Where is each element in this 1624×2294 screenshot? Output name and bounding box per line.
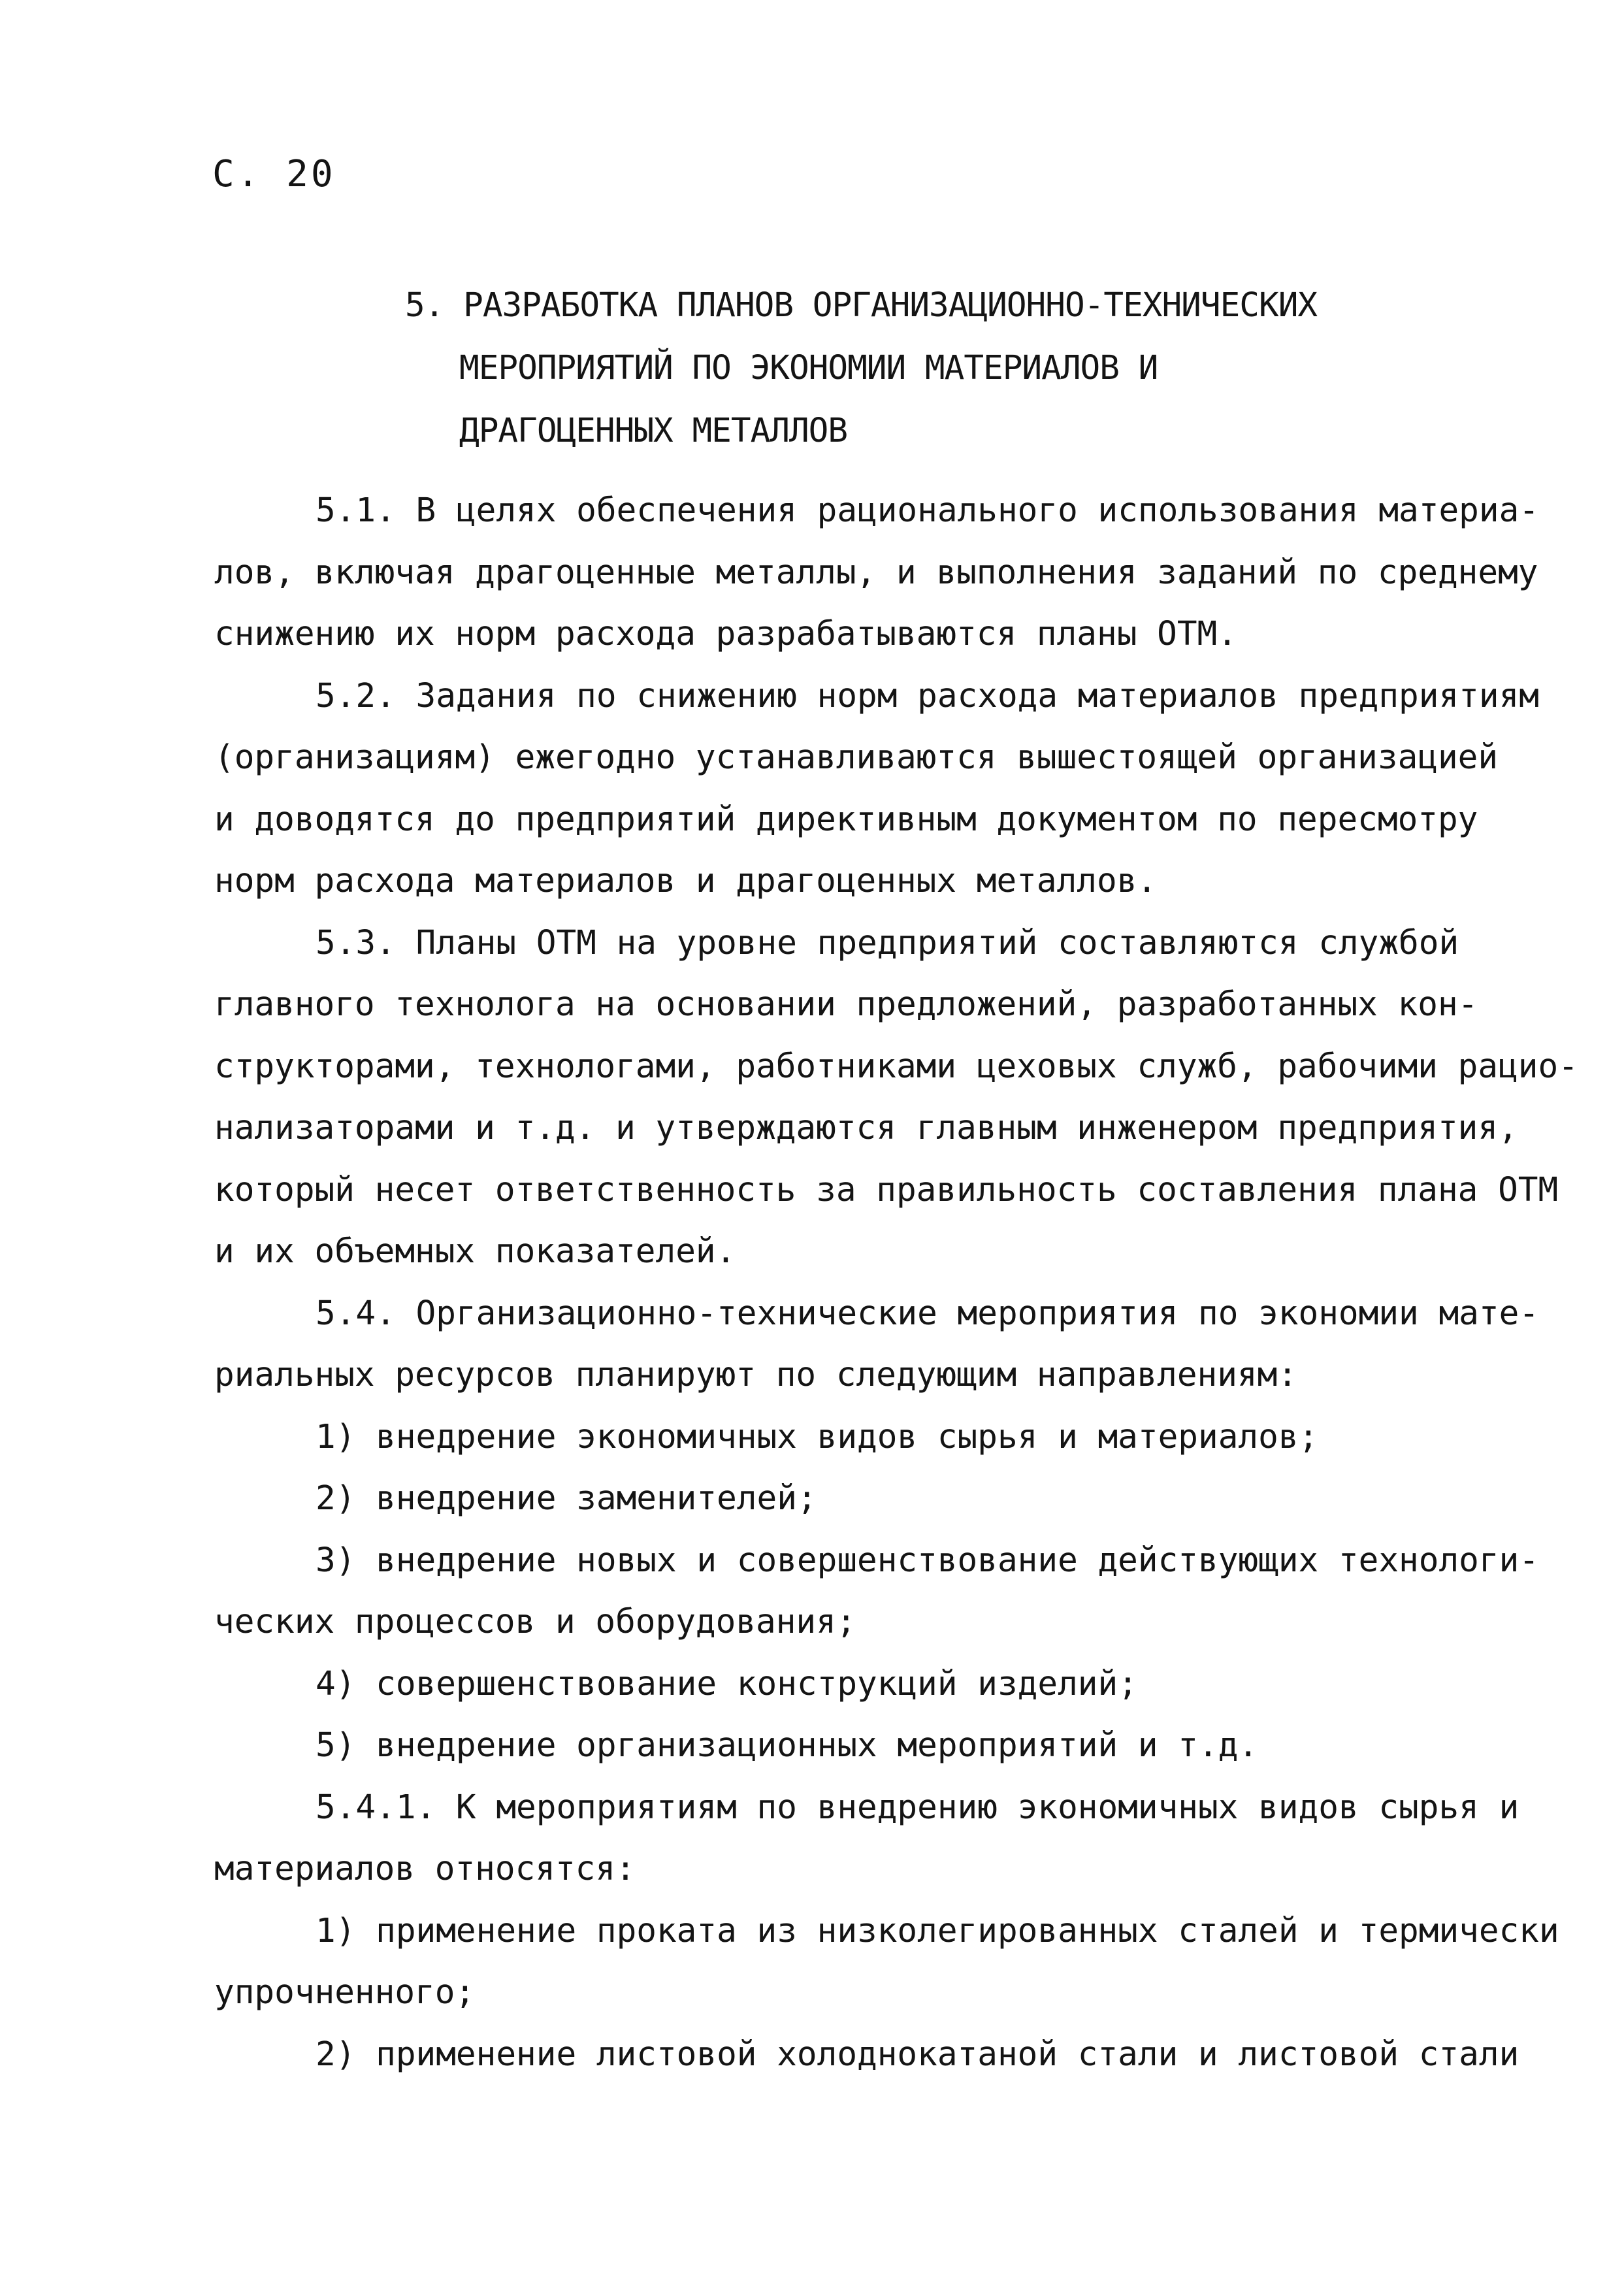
- paragraph-5-4-1-line: материалов относятся:: [214, 1850, 636, 1888]
- list-item: 5) внедрение организационных мероприятий и т.д.: [316, 1726, 1259, 1765]
- section-heading: [405, 274, 1516, 463]
- list-item: 2) применение листовой холоднокатаной стали и листовой стали: [316, 2035, 1519, 2074]
- paragraph-5-3-line: и их объемных показателей.: [214, 1232, 736, 1271]
- paragraph-5-2-line: 5.2. Задания по снижению норм расхода материалов предприятиям: [316, 676, 1539, 715]
- list-item: 1) применение проката из низколегированных сталей и термически: [316, 1911, 1559, 1950]
- page-number: С. 20: [212, 153, 336, 195]
- paragraph-5-2-line: (организациям) ежегодно устанавливаются вышестоящей организацией: [214, 738, 1499, 777]
- paragraph-5-4-1-line: 5.4.1. К мероприятиям по внедрению экономичных видов сырья и: [316, 1788, 1519, 1827]
- paragraph-5-1-line: 5.1. В целях обеспечения рационального использования материа-: [316, 491, 1539, 530]
- paragraph-5-2-line: норм расхода материалов и драгоценных металлов.: [214, 862, 1158, 900]
- list-item-continuation: ческих процессов и оборудования;: [214, 1603, 856, 1641]
- paragraph-5-3-line: структорами, технологами, работниками цеховых служб, рабочими рацио-: [214, 1047, 1578, 1086]
- heading-line: ДРАГОЦЕННЫХ МЕТАЛЛОВ: [459, 412, 848, 450]
- paragraph-5-4-line: риальных ресурсов планируют по следующим направлениям:: [214, 1356, 1298, 1394]
- paragraph-5-1-line: снижению их норм расхода разрабатываются планы ОТМ.: [214, 615, 1237, 653]
- list-item: 2) внедрение заменителей;: [316, 1479, 817, 1518]
- list-item: 4) совершенствование конструкций изделий;: [316, 1664, 1138, 1703]
- paragraph-5-4-line: 5.4. Организационно-технические мероприятия по экономии мате-: [316, 1294, 1539, 1333]
- document-body: [214, 480, 1578, 2086]
- paragraph-5-3-line: 5.3. Планы ОТМ на уровне предприятий составляются службой: [316, 923, 1459, 962]
- list-item: 3) внедрение новых и совершенствование действующих технологи-: [316, 1541, 1539, 1580]
- heading-line: 5. РАЗРАБОТКА ПЛАНОВ ОРГАНИЗАЦИОННО-ТЕХНИЧЕСКИХ: [405, 286, 1318, 325]
- paragraph-5-3-line: нализаторами и т.д. и утверждаются главным инженером предприятия,: [214, 1109, 1518, 1147]
- paragraph-5-2-line: и доводятся до предприятий директивным документом по пересмотру: [214, 800, 1478, 839]
- paragraph-5-1-line: лов, включая драгоценные металлы, и выполнения заданий по среднему: [214, 553, 1538, 592]
- list-item: 1) внедрение экономичных видов сырья и материалов;: [316, 1417, 1319, 1456]
- heading-line: МЕРОПРИЯТИЙ ПО ЭКОНОМИИ МАТЕРИАЛОВ И: [459, 349, 1158, 387]
- paragraph-5-3-line: который несет ответственность за правильность составления плана ОТМ: [214, 1170, 1559, 1209]
- list-item-continuation: упрочненного;: [214, 1973, 476, 2012]
- paragraph-5-3-line: главного технолога на основании предложений, разработанных кон-: [214, 985, 1478, 1024]
